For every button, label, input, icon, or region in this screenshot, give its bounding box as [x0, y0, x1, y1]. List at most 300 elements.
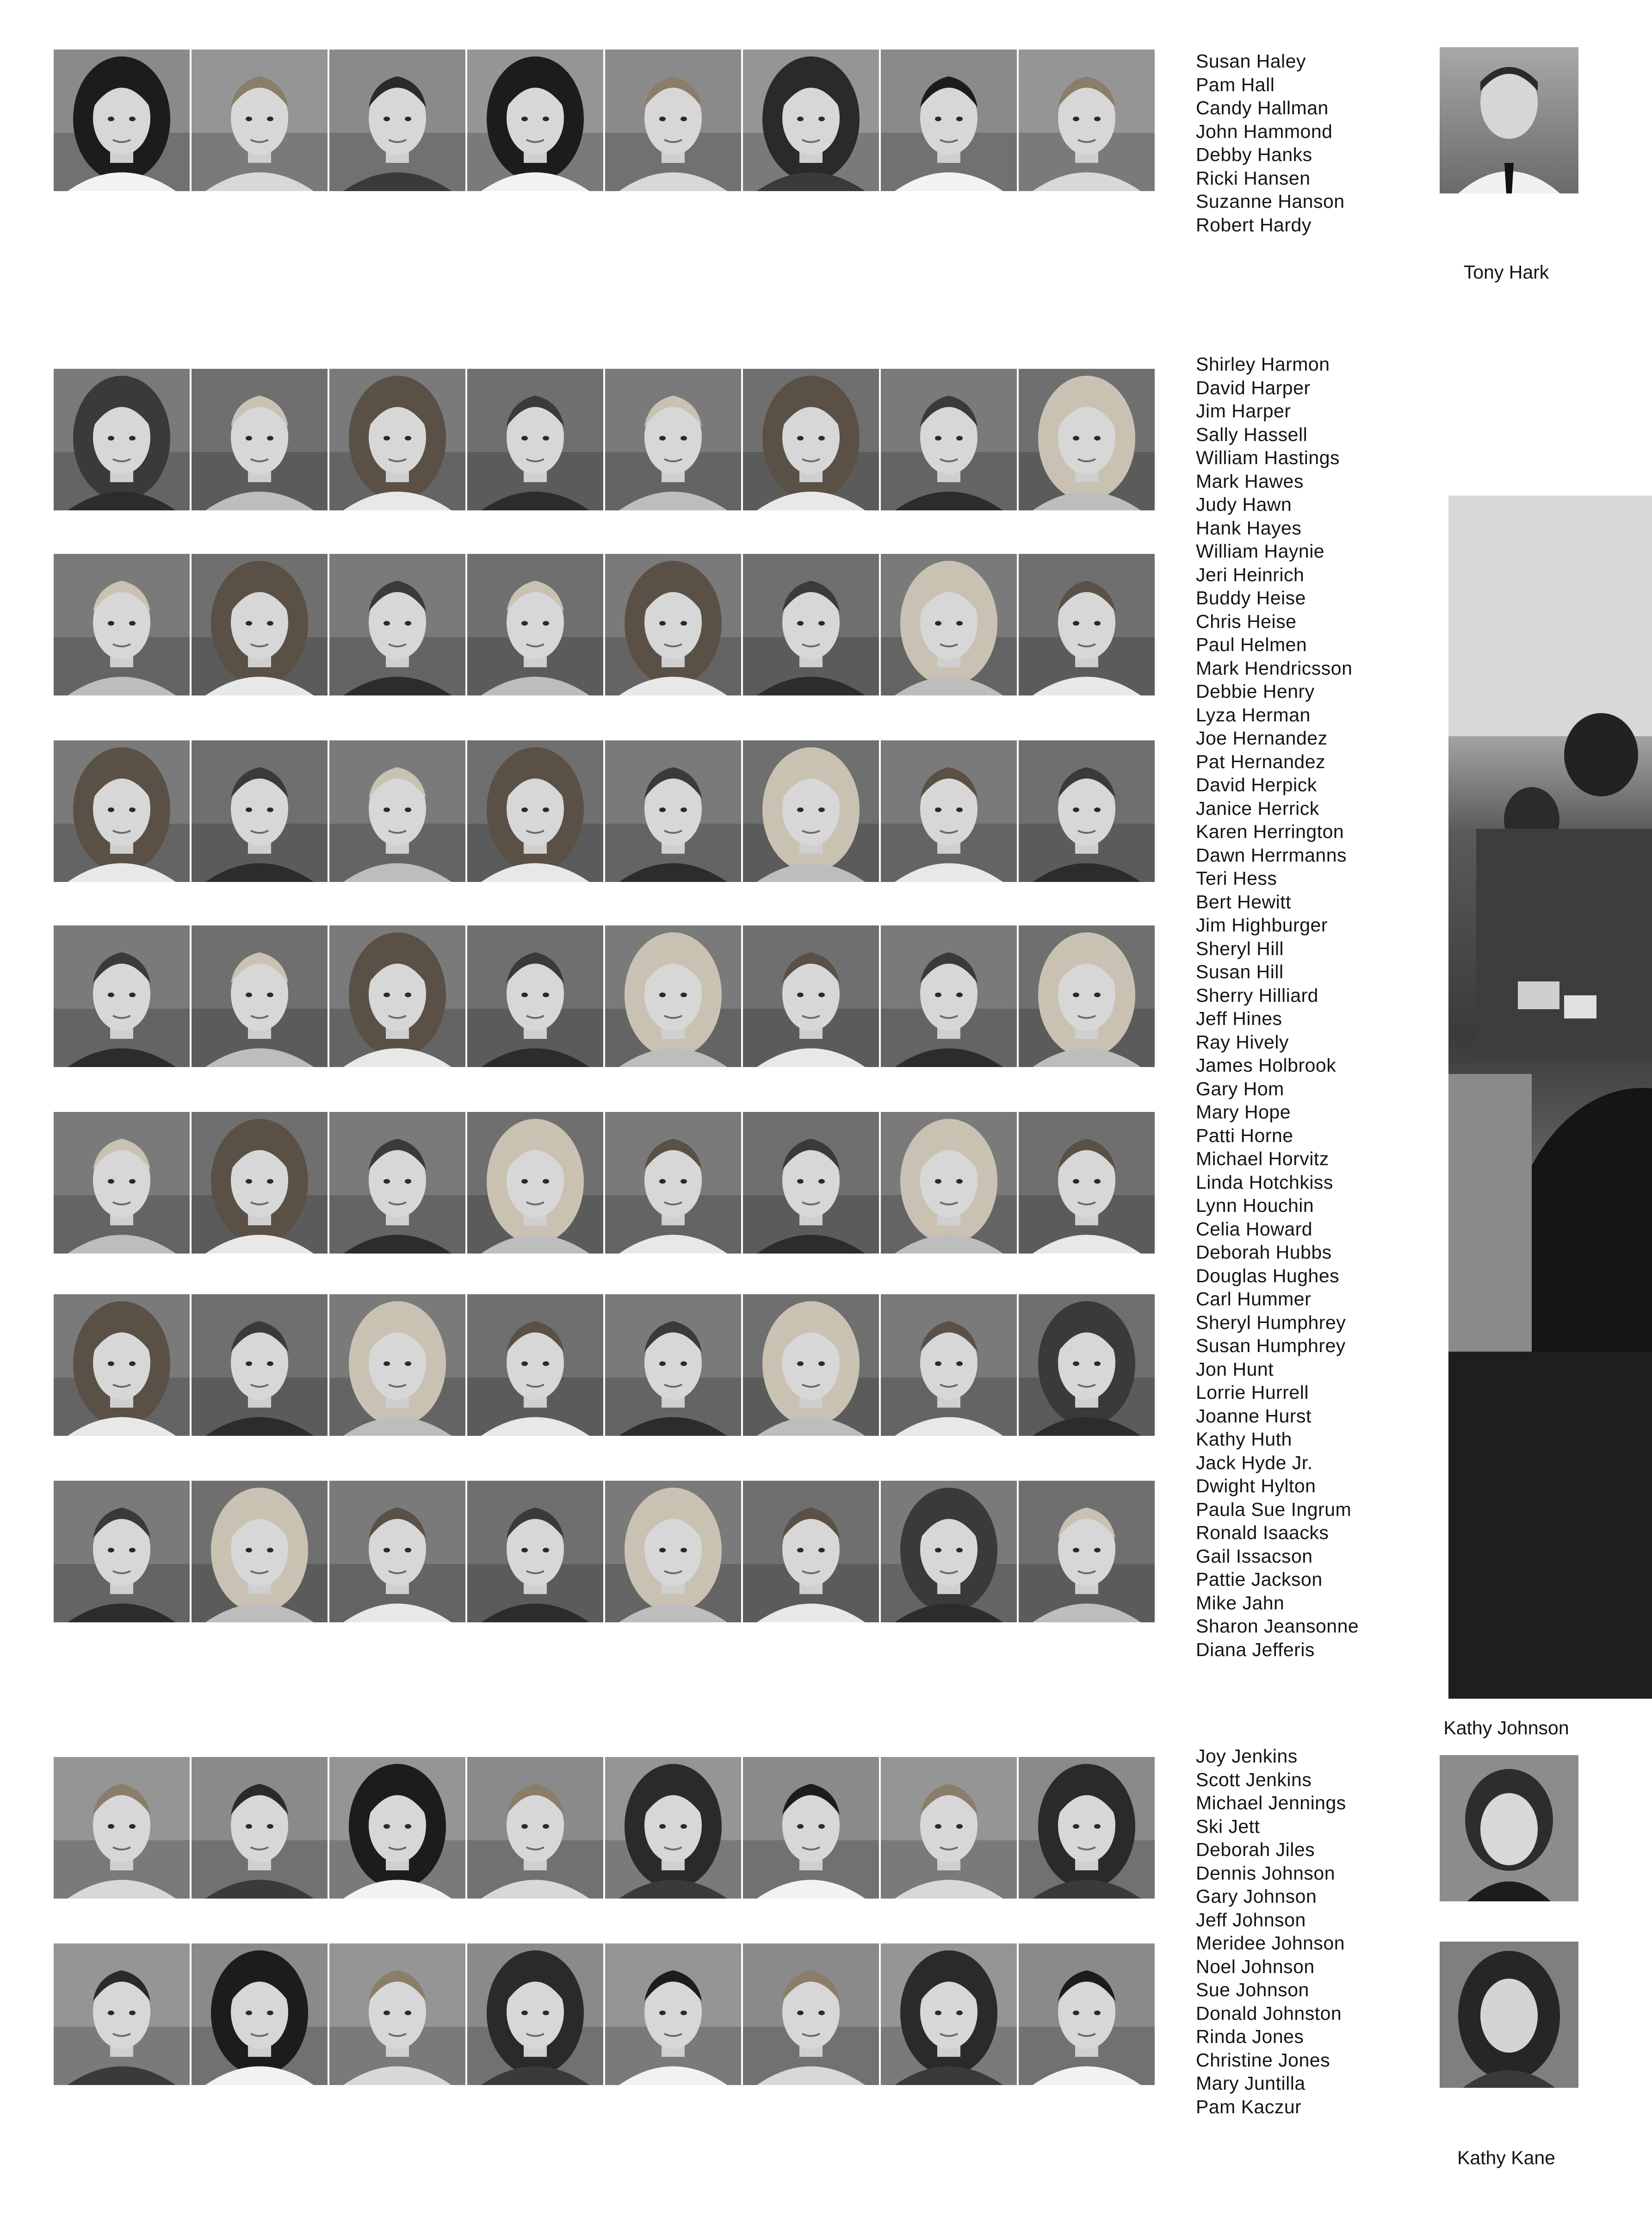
portrait-frame	[329, 50, 465, 191]
student-portrait	[605, 1757, 743, 1899]
student-name: Paul Helmen	[1196, 634, 1307, 655]
portrait-image	[467, 740, 603, 882]
portrait-frame	[605, 740, 741, 882]
portrait-image	[192, 50, 328, 191]
student-name: Michael Horvitz	[1196, 1148, 1329, 1169]
portrait-frame	[1019, 1481, 1155, 1622]
portrait-frame	[743, 50, 879, 191]
portrait-image	[743, 554, 879, 695]
portrait-frame	[467, 1112, 603, 1254]
portrait-frame	[329, 740, 465, 882]
portrait-frame	[743, 1294, 879, 1436]
portrait-image	[192, 925, 328, 1067]
portrait-frame	[743, 740, 879, 882]
portrait-frame	[1019, 1757, 1155, 1899]
name-list-group-1	[1196, 50, 1390, 236]
portrait-image	[467, 1294, 603, 1436]
student-name: Chris Heise	[1196, 610, 1297, 632]
portrait-image	[192, 1112, 328, 1254]
portrait-image	[329, 1481, 465, 1622]
portrait-image	[605, 1112, 741, 1254]
student-name: Shirley Harmon	[1196, 354, 1330, 375]
student-portrait	[192, 1294, 329, 1436]
student-portrait	[192, 1112, 329, 1254]
student-portrait	[467, 554, 605, 695]
student-name: Joy Jenkins	[1196, 1745, 1298, 1767]
student-portrait	[192, 50, 329, 191]
student-name: Dawn Herrmanns	[1196, 844, 1347, 866]
student-name: Karen Herrington	[1196, 821, 1344, 842]
portrait-row-8	[54, 1481, 1157, 1622]
student-name: Meridee Johnson	[1196, 1932, 1345, 1954]
portrait-frame	[329, 1112, 465, 1254]
portrait-frame	[605, 1481, 741, 1622]
portrait-row-9	[54, 1757, 1157, 1899]
portrait-image	[881, 1943, 1017, 2085]
student-portrait	[329, 925, 467, 1067]
student-name: Hank Hayes	[1196, 517, 1302, 539]
student-portrait	[467, 1757, 605, 1899]
portrait-image	[329, 50, 465, 191]
student-name: David Herpick	[1196, 774, 1317, 795]
student-portrait	[329, 554, 467, 695]
student-name: Gary Hom	[1196, 1078, 1284, 1099]
portrait-image	[743, 369, 879, 510]
portrait-image	[1019, 740, 1155, 882]
portrait-image	[1019, 1112, 1155, 1254]
student-portrait	[743, 50, 881, 191]
portrait-image	[1019, 369, 1155, 510]
portrait-image	[743, 740, 879, 882]
portrait-image	[54, 1943, 190, 2085]
portrait-frame	[329, 554, 465, 695]
portrait-row-7	[54, 1294, 1157, 1436]
student-portrait	[605, 554, 743, 695]
portrait-row-5	[54, 925, 1157, 1067]
student-portrait	[743, 1481, 881, 1622]
student-portrait	[54, 50, 192, 191]
student-portrait	[1019, 369, 1157, 510]
student-portrait	[881, 50, 1019, 191]
student-portrait	[1019, 1294, 1157, 1436]
portrait-frame	[605, 925, 741, 1067]
portrait-frame	[467, 554, 603, 695]
student-portrait	[192, 740, 329, 882]
portrait-frame	[1019, 1943, 1155, 2085]
portrait-image	[743, 925, 879, 1067]
student-portrait	[1019, 1112, 1157, 1254]
portrait-frame	[881, 1757, 1017, 1899]
portrait-frame	[743, 1757, 879, 1899]
student-portrait	[605, 925, 743, 1067]
portrait-frame	[54, 1943, 190, 2085]
student-name: Janice Herrick	[1196, 797, 1319, 819]
student-portrait	[1019, 925, 1157, 1067]
portrait-frame	[1019, 1294, 1155, 1436]
portrait-frame	[743, 1943, 879, 2085]
student-portrait	[192, 1481, 329, 1622]
student-portrait	[467, 1112, 605, 1254]
student-portrait	[192, 554, 329, 695]
portrait-frame	[881, 925, 1017, 1067]
portrait-image	[467, 369, 603, 510]
student-portrait	[605, 369, 743, 510]
portrait-row-2	[54, 369, 1157, 510]
portrait-image	[192, 1757, 328, 1899]
student-portrait	[1019, 50, 1157, 191]
student-name: William Haynie	[1196, 540, 1325, 562]
student-name: Joanne Hurst	[1196, 1405, 1312, 1427]
portrait-frame	[192, 1112, 328, 1254]
portrait-frame	[881, 1943, 1017, 2085]
portrait-image	[1019, 1943, 1155, 2085]
student-portrait	[54, 1943, 192, 2085]
portrait-image	[881, 740, 1017, 882]
portrait-frame	[54, 1757, 190, 1899]
student-name: Candy Hallman	[1196, 97, 1329, 118]
student-portrait	[329, 1757, 467, 1899]
student-name: Donald Johnston	[1196, 2002, 1342, 2024]
student-portrait	[192, 1757, 329, 1899]
student-name: Suzanne Hanson	[1196, 191, 1345, 212]
portrait-image	[1019, 1481, 1155, 1622]
portrait-frame	[467, 925, 603, 1067]
student-name: Lorrie Hurrell	[1196, 1382, 1309, 1403]
student-portrait	[881, 554, 1019, 695]
portrait-frame	[329, 1294, 465, 1436]
portrait-image	[329, 1943, 465, 2085]
portrait-image	[329, 369, 465, 510]
portrait-frame	[329, 1757, 465, 1899]
portrait-frame	[467, 740, 603, 882]
portrait-image	[329, 740, 465, 882]
portrait-frame	[329, 925, 465, 1067]
portrait-frame	[881, 740, 1017, 882]
student-name: Ronald Isaacks	[1196, 1522, 1329, 1543]
portrait-image	[881, 925, 1017, 1067]
portrait-image	[467, 554, 603, 695]
portrait-image	[329, 1112, 465, 1254]
portrait-image	[1019, 925, 1155, 1067]
portrait-image	[1440, 1755, 1578, 1901]
portrait-row-10	[54, 1943, 1157, 2085]
portrait-image	[605, 1757, 741, 1899]
student-name: Sherry Hilliard	[1196, 984, 1318, 1006]
student-portrait	[329, 1294, 467, 1436]
portrait-image	[1019, 554, 1155, 695]
student-name: Ski Jett	[1196, 1815, 1260, 1837]
student-name: Pat Hernandez	[1196, 751, 1326, 772]
student-name: Rinda Jones	[1196, 2026, 1304, 2047]
student-portrait	[743, 1112, 881, 1254]
portrait-frame	[54, 369, 190, 510]
student-name: Buddy Heise	[1196, 587, 1306, 608]
student-name: Jack Hyde Jr.	[1196, 1452, 1313, 1473]
student-name: Robert Hardy	[1196, 214, 1312, 236]
student-name: Sally Hassell	[1196, 423, 1308, 445]
student-name: Ricki Hansen	[1196, 167, 1311, 189]
student-portrait	[467, 1294, 605, 1436]
student-name: Deborah Jiles	[1196, 1839, 1315, 1860]
student-name: Mary Juntilla	[1196, 2073, 1306, 2094]
student-name: Lyza Herman	[1196, 704, 1311, 726]
student-name: Gail Issacson	[1196, 1545, 1313, 1567]
student-name: Lynn Houchin	[1196, 1195, 1314, 1216]
portrait-frame	[605, 369, 741, 510]
student-portrait	[54, 1757, 192, 1899]
portrait-frame	[881, 50, 1017, 191]
student-portrait	[743, 1294, 881, 1436]
portrait-image	[54, 1481, 190, 1622]
portrait-image	[467, 1943, 603, 2085]
portrait-frame	[467, 369, 603, 510]
portrait-frame	[467, 1757, 603, 1899]
portrait-frame	[1019, 554, 1155, 695]
portrait-image	[54, 1757, 190, 1899]
student-name: Mark Hawes	[1196, 470, 1304, 492]
student-portrait	[881, 1112, 1019, 1254]
portrait-frame	[54, 740, 190, 882]
student-portrait	[54, 925, 192, 1067]
student-portrait	[54, 740, 192, 882]
portrait-frame	[54, 50, 190, 191]
portrait-image	[54, 554, 190, 695]
portrait-image	[467, 50, 603, 191]
portrait-frame	[605, 1112, 741, 1254]
portrait-image	[192, 1294, 328, 1436]
student-portrait	[743, 740, 881, 882]
caption-tony-hark: Tony Hark	[1463, 261, 1549, 283]
student-portrait	[743, 369, 881, 510]
student-portrait	[605, 740, 743, 882]
student-portrait	[605, 50, 743, 191]
student-name: Sharon Jeansonne	[1196, 1615, 1359, 1637]
student-name: Mark Hendricsson	[1196, 657, 1353, 679]
portrait-image	[192, 369, 328, 510]
student-name: Jeri Heinrich	[1196, 564, 1305, 585]
portrait-image	[192, 1943, 328, 2085]
student-portrait	[881, 1943, 1019, 2085]
portrait-image	[605, 369, 741, 510]
student-portrait	[329, 740, 467, 882]
student-portrait	[881, 1757, 1019, 1899]
portrait-frame	[54, 554, 190, 695]
portrait-frame	[881, 554, 1017, 695]
portrait-frame	[192, 1481, 328, 1622]
student-portrait	[467, 1943, 605, 2085]
portrait-frame	[1019, 740, 1155, 882]
portrait-image	[605, 925, 741, 1067]
portrait-image	[743, 50, 879, 191]
portrait-frame	[881, 1481, 1017, 1622]
student-name: William Hastings	[1196, 447, 1340, 468]
student-portrait	[329, 50, 467, 191]
student-portrait	[467, 50, 605, 191]
portrait-frame	[54, 1112, 190, 1254]
portrait-row-6	[54, 1112, 1157, 1254]
side-portrait-kathy-kane	[1440, 1942, 1578, 2088]
portrait-frame	[1019, 369, 1155, 510]
portrait-frame	[881, 1294, 1017, 1436]
student-name: Debby Hanks	[1196, 144, 1312, 165]
student-portrait	[1019, 1481, 1157, 1622]
portrait-image	[54, 1112, 190, 1254]
student-portrait	[881, 1294, 1019, 1436]
student-portrait	[54, 1112, 192, 1254]
student-portrait	[192, 369, 329, 510]
student-portrait	[329, 1481, 467, 1622]
name-list-group-2	[1196, 353, 1390, 1661]
portrait-image	[881, 1757, 1017, 1899]
portrait-frame	[605, 1294, 741, 1436]
portrait-frame	[192, 1294, 328, 1436]
student-name: Douglas Hughes	[1196, 1265, 1340, 1286]
portrait-image	[467, 925, 603, 1067]
student-name: Susan Hill	[1196, 961, 1284, 982]
portrait-frame	[467, 50, 603, 191]
student-name: Celia Howard	[1196, 1218, 1313, 1240]
student-name: Ray Hively	[1196, 1031, 1289, 1053]
portrait-frame	[605, 554, 741, 695]
portrait-image	[1019, 50, 1155, 191]
portrait-image	[329, 554, 465, 695]
student-name: Mike Jahn	[1196, 1592, 1285, 1614]
student-portrait	[743, 554, 881, 695]
student-name: David Harper	[1196, 377, 1311, 398]
portrait-image	[605, 1943, 741, 2085]
student-name: Jim Harper	[1196, 400, 1291, 422]
portrait-image	[605, 1481, 741, 1622]
student-portrait	[467, 740, 605, 882]
student-name: Gary Johnson	[1196, 1886, 1317, 1907]
portrait-image	[329, 1294, 465, 1436]
student-name: Pattie Jackson	[1196, 1569, 1323, 1590]
student-portrait	[881, 1481, 1019, 1622]
student-name: James Holbrook	[1196, 1055, 1336, 1076]
student-portrait	[467, 369, 605, 510]
student-portrait	[54, 1481, 192, 1622]
portrait-image	[743, 1943, 879, 2085]
student-name: Bert Hewitt	[1196, 891, 1291, 912]
portrait-image	[743, 1481, 879, 1622]
student-name: Dennis Johnson	[1196, 1862, 1336, 1884]
student-name: Dwight Hylton	[1196, 1475, 1316, 1496]
student-name: Jim Highburger	[1196, 914, 1328, 936]
student-portrait	[54, 554, 192, 695]
portrait-image	[605, 50, 741, 191]
student-portrait	[467, 925, 605, 1067]
portrait-image	[605, 554, 741, 695]
student-name: Susan Humphrey	[1196, 1335, 1346, 1356]
portrait-image	[329, 1757, 465, 1899]
portrait-frame	[192, 554, 328, 695]
name-list-group-3	[1196, 1744, 1390, 2118]
portrait-frame	[605, 1943, 741, 2085]
student-name: Diana Jefferis	[1196, 1639, 1315, 1660]
student-name: Linda Hotchkiss	[1196, 1171, 1333, 1193]
student-name: Scott Jenkins	[1196, 1769, 1312, 1790]
portrait-image	[605, 740, 741, 882]
student-name: Jon Hunt	[1196, 1358, 1274, 1380]
student-name: Teri Hess	[1196, 868, 1277, 889]
portrait-frame	[743, 1481, 879, 1622]
portrait-image	[743, 1757, 879, 1899]
portrait-frame	[605, 1757, 741, 1899]
portrait-image	[1440, 1942, 1578, 2088]
student-name: Deborah Hubbs	[1196, 1241, 1332, 1263]
student-name: Joe Hernandez	[1196, 727, 1328, 749]
portrait-image	[192, 740, 328, 882]
student-portrait	[743, 1943, 881, 2085]
portrait-frame	[192, 925, 328, 1067]
student-name: Carl Hummer	[1196, 1288, 1312, 1310]
portrait-frame	[54, 1294, 190, 1436]
student-name: Michael Jennings	[1196, 1792, 1346, 1813]
portrait-image	[881, 50, 1017, 191]
student-name: Pam Hall	[1196, 74, 1275, 95]
portrait-image	[743, 1294, 879, 1436]
portrait-frame	[1019, 1112, 1155, 1254]
portrait-frame	[192, 740, 328, 882]
portrait-row-1	[54, 50, 1157, 191]
portrait-image	[54, 50, 190, 191]
portrait-frame	[881, 1112, 1017, 1254]
student-name: Sheryl Hill	[1196, 937, 1284, 959]
student-portrait	[881, 740, 1019, 882]
portrait-image	[881, 554, 1017, 695]
portrait-frame	[329, 1481, 465, 1622]
student-name: Susan Haley	[1196, 50, 1306, 72]
portrait-frame	[192, 1943, 328, 2085]
student-name: Debbie Henry	[1196, 681, 1315, 702]
portrait-image	[1019, 1757, 1155, 1899]
student-portrait	[1019, 554, 1157, 695]
portrait-image	[1440, 47, 1578, 193]
student-name: Sheryl Humphrey	[1196, 1311, 1346, 1333]
student-name: Noel Johnson	[1196, 1955, 1315, 1977]
portrait-image	[881, 1112, 1017, 1254]
portrait-image	[54, 740, 190, 882]
student-portrait	[54, 369, 192, 510]
side-portrait-kathy-johnson	[1440, 1755, 1578, 1901]
student-portrait	[605, 1481, 743, 1622]
portrait-frame	[467, 1294, 603, 1436]
portrait-image	[467, 1757, 603, 1899]
portrait-image	[605, 1294, 741, 1436]
student-portrait	[54, 1294, 192, 1436]
student-portrait	[1019, 1943, 1157, 2085]
portrait-frame	[192, 1757, 328, 1899]
portrait-image	[743, 1112, 879, 1254]
student-portrait	[605, 1112, 743, 1254]
student-name: Sue Johnson	[1196, 1979, 1309, 2000]
portrait-image	[54, 1294, 190, 1436]
portrait-image	[467, 1112, 603, 1254]
portrait-image	[467, 1481, 603, 1622]
caption-kathy-johnson: Kathy Johnson	[1443, 1717, 1569, 1738]
portrait-frame	[54, 1481, 190, 1622]
student-portrait	[1019, 740, 1157, 882]
portrait-image	[54, 925, 190, 1067]
student-portrait	[329, 1943, 467, 2085]
portrait-row-3	[54, 554, 1157, 695]
student-name: Pam Kaczur	[1196, 2096, 1302, 2117]
student-portrait	[329, 1112, 467, 1254]
student-name: Kathy Huth	[1196, 1428, 1292, 1450]
portrait-frame	[1019, 50, 1155, 191]
portrait-frame	[54, 925, 190, 1067]
student-portrait	[329, 369, 467, 510]
